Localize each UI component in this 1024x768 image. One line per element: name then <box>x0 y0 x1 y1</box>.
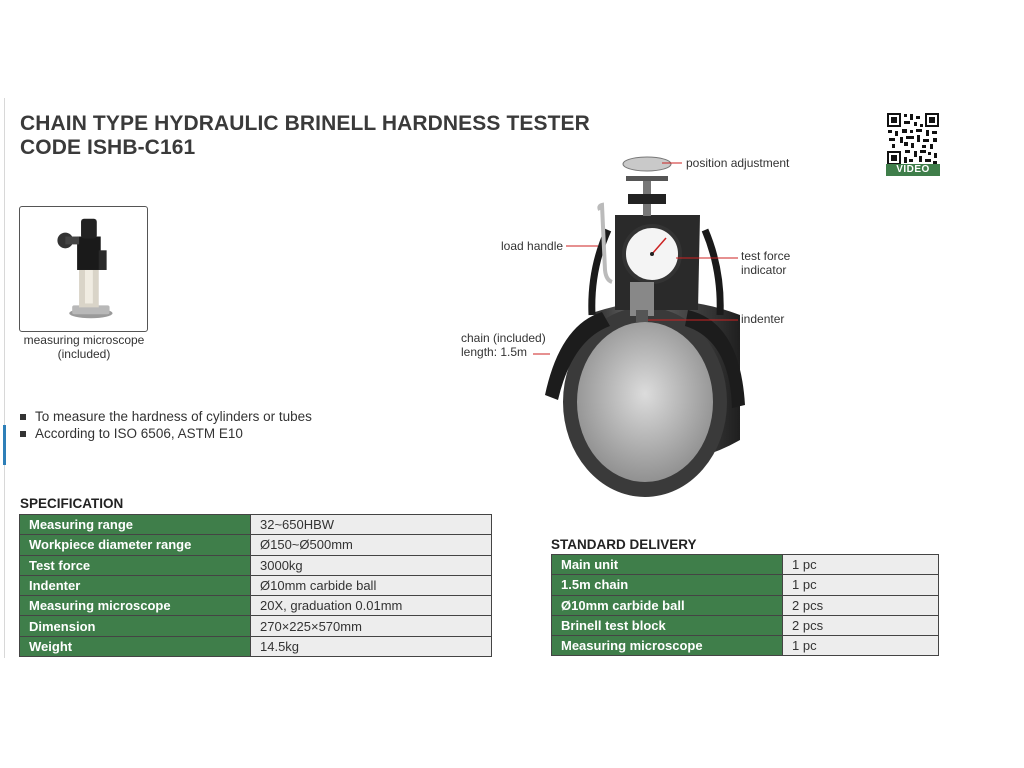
delivery-value: 2 pcs <box>783 595 939 615</box>
label-position-adjustment: position adjustment <box>686 156 790 170</box>
spec-label: Weight <box>20 636 251 656</box>
table-row <box>20 575 492 595</box>
measuring-microscope-image <box>19 206 148 332</box>
spec-value: 270×225×570mm <box>251 616 492 636</box>
standard-delivery-heading: STANDARD DELIVERY <box>551 537 697 552</box>
tester-illustration <box>440 150 830 510</box>
table-row <box>20 616 492 636</box>
microscope-caption: measuring microscope (included) <box>23 333 145 361</box>
bullet-square-icon <box>20 431 26 437</box>
table-row <box>20 515 492 535</box>
delivery-value: 1 pc <box>783 575 939 595</box>
left-divider-accent <box>3 425 6 465</box>
spec-label: Dimension <box>20 616 251 636</box>
specification-heading: SPECIFICATION <box>20 496 124 511</box>
spec-label: Indenter <box>20 575 251 595</box>
table-row <box>552 595 939 615</box>
table-row <box>552 555 939 575</box>
spec-label: Measuring range <box>20 515 251 535</box>
delivery-value: 1 pc <box>783 555 939 575</box>
feature-item: According to ISO 6506, ASTM E10 <box>20 425 312 442</box>
spec-value: 20X, graduation 0.01mm <box>251 596 492 616</box>
delivery-value: 2 pcs <box>783 615 939 635</box>
delivery-label: Main unit <box>552 555 783 575</box>
spec-value: Ø10mm carbide ball <box>251 575 492 595</box>
title-line-1: CHAIN TYPE HYDRAULIC BRINELL HARDNESS TESTER <box>20 112 590 135</box>
spec-label: Measuring microscope <box>20 596 251 616</box>
label-test-force-indicator: test force indicator <box>741 249 791 277</box>
label-chain: chain (included) length: 1.5m <box>461 331 546 359</box>
specification-table <box>19 514 492 657</box>
label-indenter: indenter <box>741 312 785 326</box>
spec-value: 14.5kg <box>251 636 492 656</box>
table-row <box>20 596 492 616</box>
spec-value: 3000kg <box>251 555 492 575</box>
title-line-2: CODE ISHB-C161 <box>20 136 196 159</box>
spec-label: Workpiece diameter range <box>20 535 251 555</box>
delivery-label: Measuring microscope <box>552 636 783 656</box>
left-divider <box>4 98 5 658</box>
standard-delivery-table <box>551 554 939 656</box>
delivery-label: Ø10mm carbide ball <box>552 595 783 615</box>
table-row <box>552 615 939 635</box>
spec-value: 32~650HBW <box>251 515 492 535</box>
bullet-square-icon <box>20 414 26 420</box>
delivery-value: 1 pc <box>783 636 939 656</box>
microscope-illustration <box>20 207 147 331</box>
feature-list <box>20 408 312 442</box>
feature-item: To measure the hardness of cylinders or tubes <box>20 408 312 425</box>
table-row <box>20 636 492 656</box>
table-row <box>20 555 492 575</box>
table-row <box>552 575 939 595</box>
table-row <box>20 535 492 555</box>
delivery-label: 1.5m chain <box>552 575 783 595</box>
spec-label: Test force <box>20 555 251 575</box>
label-load-handle: load handle <box>501 239 564 253</box>
delivery-label: Brinell test block <box>552 615 783 635</box>
table-row <box>552 636 939 656</box>
video-badge-label: VIDEO <box>896 164 930 175</box>
spec-value: Ø150~Ø500mm <box>251 535 492 555</box>
